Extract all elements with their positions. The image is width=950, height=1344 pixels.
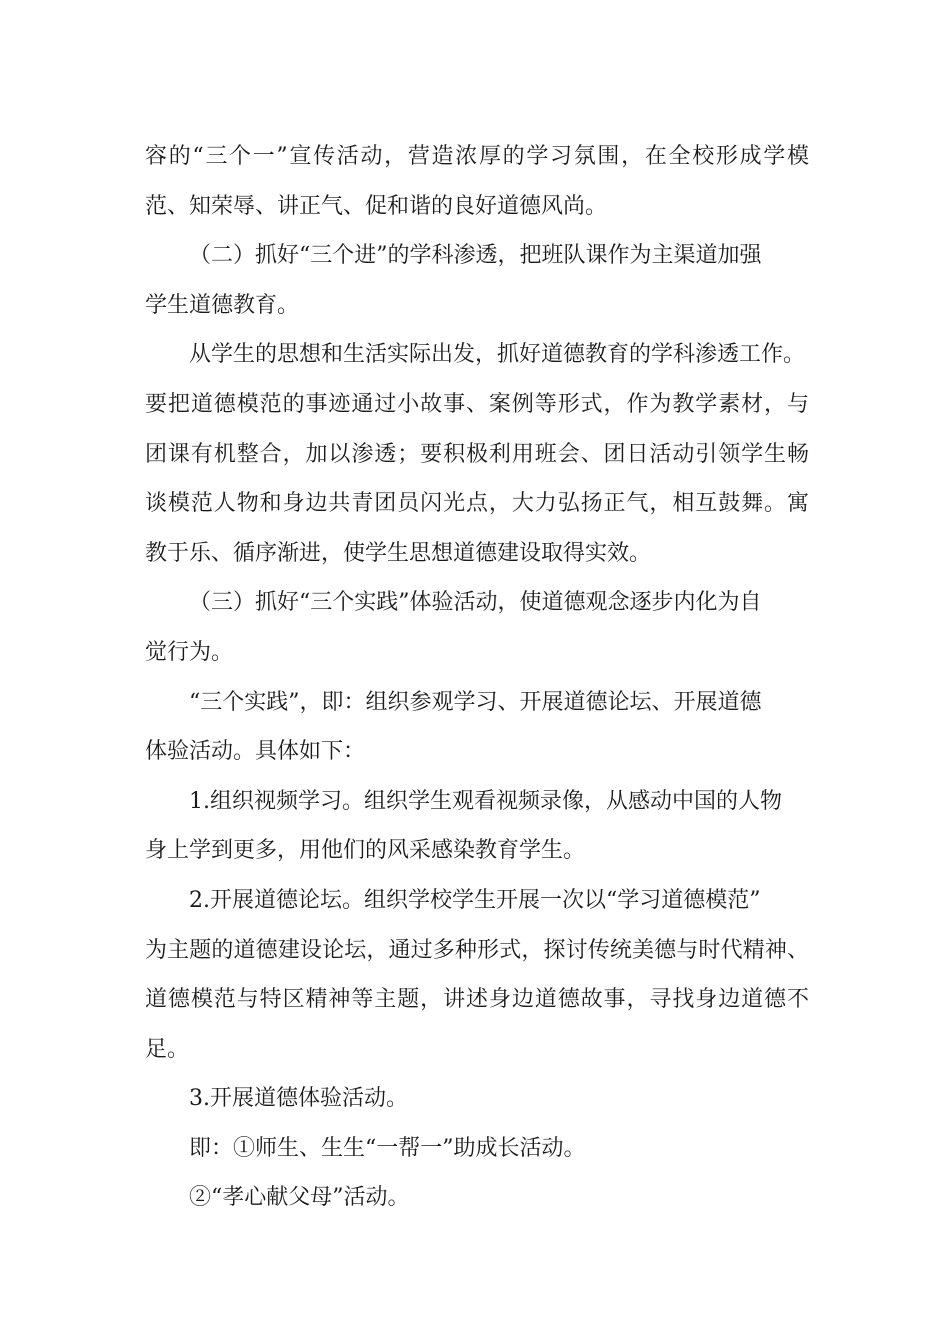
text-line-2: 范、知荣辱、讲正气、促和谐的良好道德风尚。 (145, 193, 608, 219)
text-line-15: 身上学到更多，用他们的风采感染教育学生。 (145, 838, 586, 864)
text-line-14: 1.组织视频学习。组织学生观看视频录像，从感动中国的人物 (189, 788, 782, 814)
text-line-6: 要把道德模范的事迹通过小故事、案例等形式，作为教学素材，与 (145, 391, 809, 417)
text-line-18: 道德模范与特区精神等主题，讲述身边道德故事，寻找身边道德不 (145, 987, 809, 1013)
text-line-1: 容的“三个一”宣传活动，营造浓厚的学习氛围，在全校形成学模 (145, 144, 809, 169)
text-line-20: 3.开展道德体验活动。 (189, 1086, 408, 1112)
text-line-16: 2.开展道德论坛。组织学校学生开展一次以“学习道德模范” (189, 887, 761, 913)
text-line-11: 觉行为。 (145, 639, 234, 665)
text-line-17: 为主题的道德建设论坛，通过多种形式，探讨传统美德与时代精神、 (145, 937, 809, 963)
text-line-7: 团课有机整合，加以渗透；要积极利用班会、团日活动引领学生畅 (145, 441, 809, 467)
text-line-10: （三）抓好“三个实践”体验活动，使道德观念逐步内化为自 (189, 590, 762, 616)
text-line-5: 从学生的思想和生活实际出发，抓好道德教育的学科渗透工作。 (189, 342, 806, 368)
text-line-19: 足。 (145, 1036, 190, 1062)
text-line-8: 谈模范人物和身边共青团员闪光点，大力弘扬正气，相互鼓舞。寓 (145, 491, 809, 517)
text-line-3: （二）抓好“三个进”的学科渗透，把班队课作为主渠道加强 (189, 243, 762, 269)
text-line-21: 即：①师生、生生“一帮一”助成长活动。 (189, 1135, 586, 1161)
body-text (145, 132, 815, 1223)
text-line-4: 学生道德教育。 (145, 292, 300, 318)
text-line-12: “三个实践”，即：组织参观学习、开展道德论坛、开展道德 (189, 689, 762, 715)
text-line-9: 教于乐、循序渐进，使学生思想道德建设取得实效。 (145, 540, 652, 566)
text-line-13: 体验活动。具体如下： (145, 739, 366, 765)
text-line-22: ②“孝心献父母”活动。 (189, 1185, 410, 1211)
